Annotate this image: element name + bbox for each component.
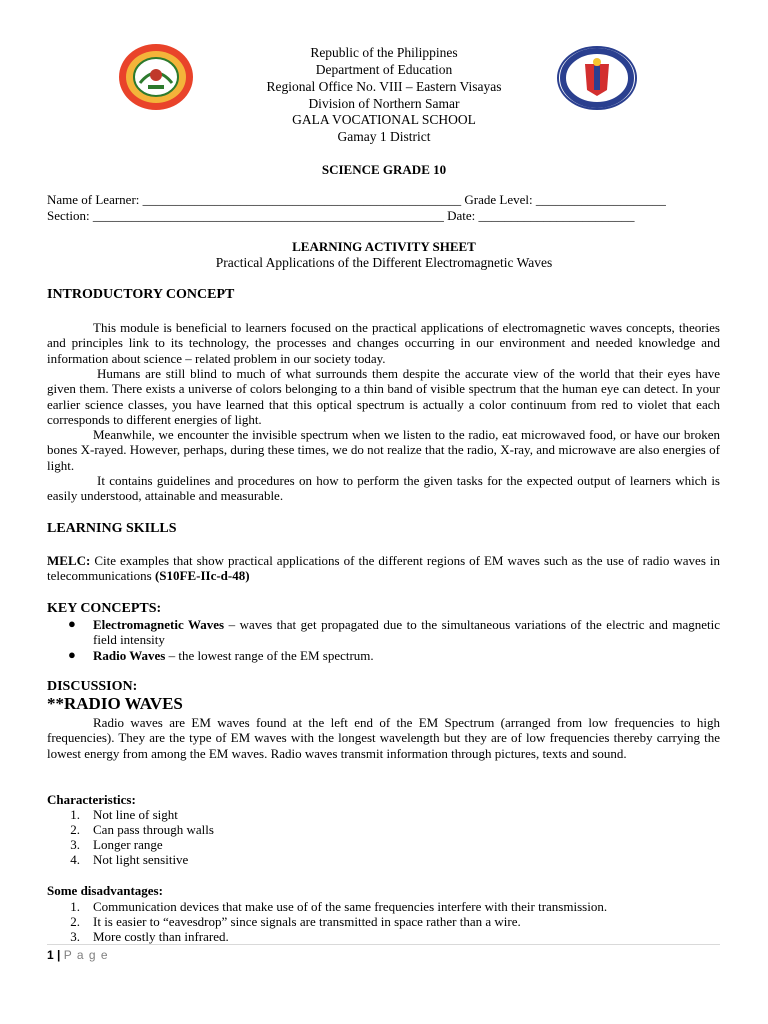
learner-name-line: Name of Learner: _________________________________________________ Grade Level: ____________________	[47, 192, 666, 207]
intro-paragraph-1: This module is beneficial to learners focused on the practical applications of electromagnetic waves concepts, theories and principles link to its technology, the processes and changes occurring in our environment and needed knowledge and information about science – related problem in our society today.	[47, 320, 720, 366]
intro-paragraph-2: Humans are still blind to much of what surrounds them despite the accurate view of the world that their eyes have given them. There exists a universe of colors belonging to a thin band of visible spectrum that the human eye can detect. In your earlier science classes, you have learned that this optical spectrum is actually a color continuum from red to violet that each corresponds to different energies of light.	[47, 366, 720, 428]
characteristics-heading: Characteristics:	[47, 792, 136, 807]
learner-section-line: Section: ______________________________________________________ Date: ________________________	[47, 208, 635, 223]
key-concept-item	[93, 617, 720, 648]
header-division: Division of Northern Samar	[308, 96, 460, 111]
melc-code: (S10FE-IIc-d-48)	[154, 568, 250, 584]
footer-divider	[47, 944, 720, 945]
melc-paragraph	[47, 553, 720, 584]
subject-title: SCIENCE GRADE 10	[321, 162, 447, 177]
header-republic: Republic of the Philippines	[310, 45, 458, 60]
header-district: Gamay 1 District	[337, 129, 431, 144]
page-separator: |	[53, 948, 64, 962]
intro-heading: INTRODUCTORY CONCEPT	[47, 287, 235, 302]
skills-heading: LEARNING SKILLS	[47, 521, 177, 536]
key-concept-term: Electromagnetic Waves	[93, 617, 225, 632]
page-footer	[47, 948, 109, 962]
key-concept-text: – waves that get propagated due to the simultaneous variations of the electric and magnetic field intensity	[93, 617, 720, 648]
header-regional-office: Regional Office No. VIII – Eastern Visayas	[266, 79, 502, 94]
key-concepts-heading: KEY CONCEPTS:	[47, 601, 162, 616]
page-number: 1	[47, 948, 54, 962]
intro-paragraph-4: It contains guidelines and procedures on how to perform the given tasks for the expected output of learners which is easily understood, attainable and measurable.	[47, 473, 720, 504]
page-label: P a g e	[63, 948, 109, 962]
sheet-title: LEARNING ACTIVITY SHEET	[292, 239, 476, 254]
melc-label: MELC:	[47, 553, 91, 568]
radio-waves-subheading: **RADIO WAVES	[47, 694, 183, 713]
radio-waves-paragraph: Radio waves are EM waves found at the left end of the EM Spectrum (arranged from low frequencies to high frequencies). They are the type of EM waves with the longest wavelength but they are of low frequencies thereby carrying the lowest energy from among the EM waves. Radio waves transmit information through pictures, texts and sound.	[47, 715, 720, 761]
header-department: Department of Education	[315, 62, 453, 77]
melc-text: Cite examples that show practical applications of the different regions of EM waves such as the use of radio waves in telecommunications	[47, 553, 720, 584]
key-concept-text: – the lowest range of the EM spectrum.	[165, 648, 374, 663]
discussion-heading: DISCUSSION:	[47, 679, 138, 694]
bullet-icon: ●	[68, 616, 76, 631]
disadvantages-heading: Some disadvantages:	[47, 883, 163, 898]
key-concept-term: Radio Waves	[93, 648, 166, 663]
bullet-icon: ●	[68, 647, 76, 662]
intro-paragraph-3: Meanwhile, we encounter the invisible spectrum when we listen to the radio, eat microwaved food, or have our broken bones X-rayed. However, perhaps, during these times, we do not realize that the radio, X-ray, and microwave are also energies of light.	[47, 427, 720, 473]
key-concept-item	[93, 648, 720, 663]
header-school: GALA VOCATIONAL SCHOOL	[292, 112, 476, 127]
sheet-subtitle: Practical Applications of the Different Electromagnetic Waves	[215, 255, 553, 270]
